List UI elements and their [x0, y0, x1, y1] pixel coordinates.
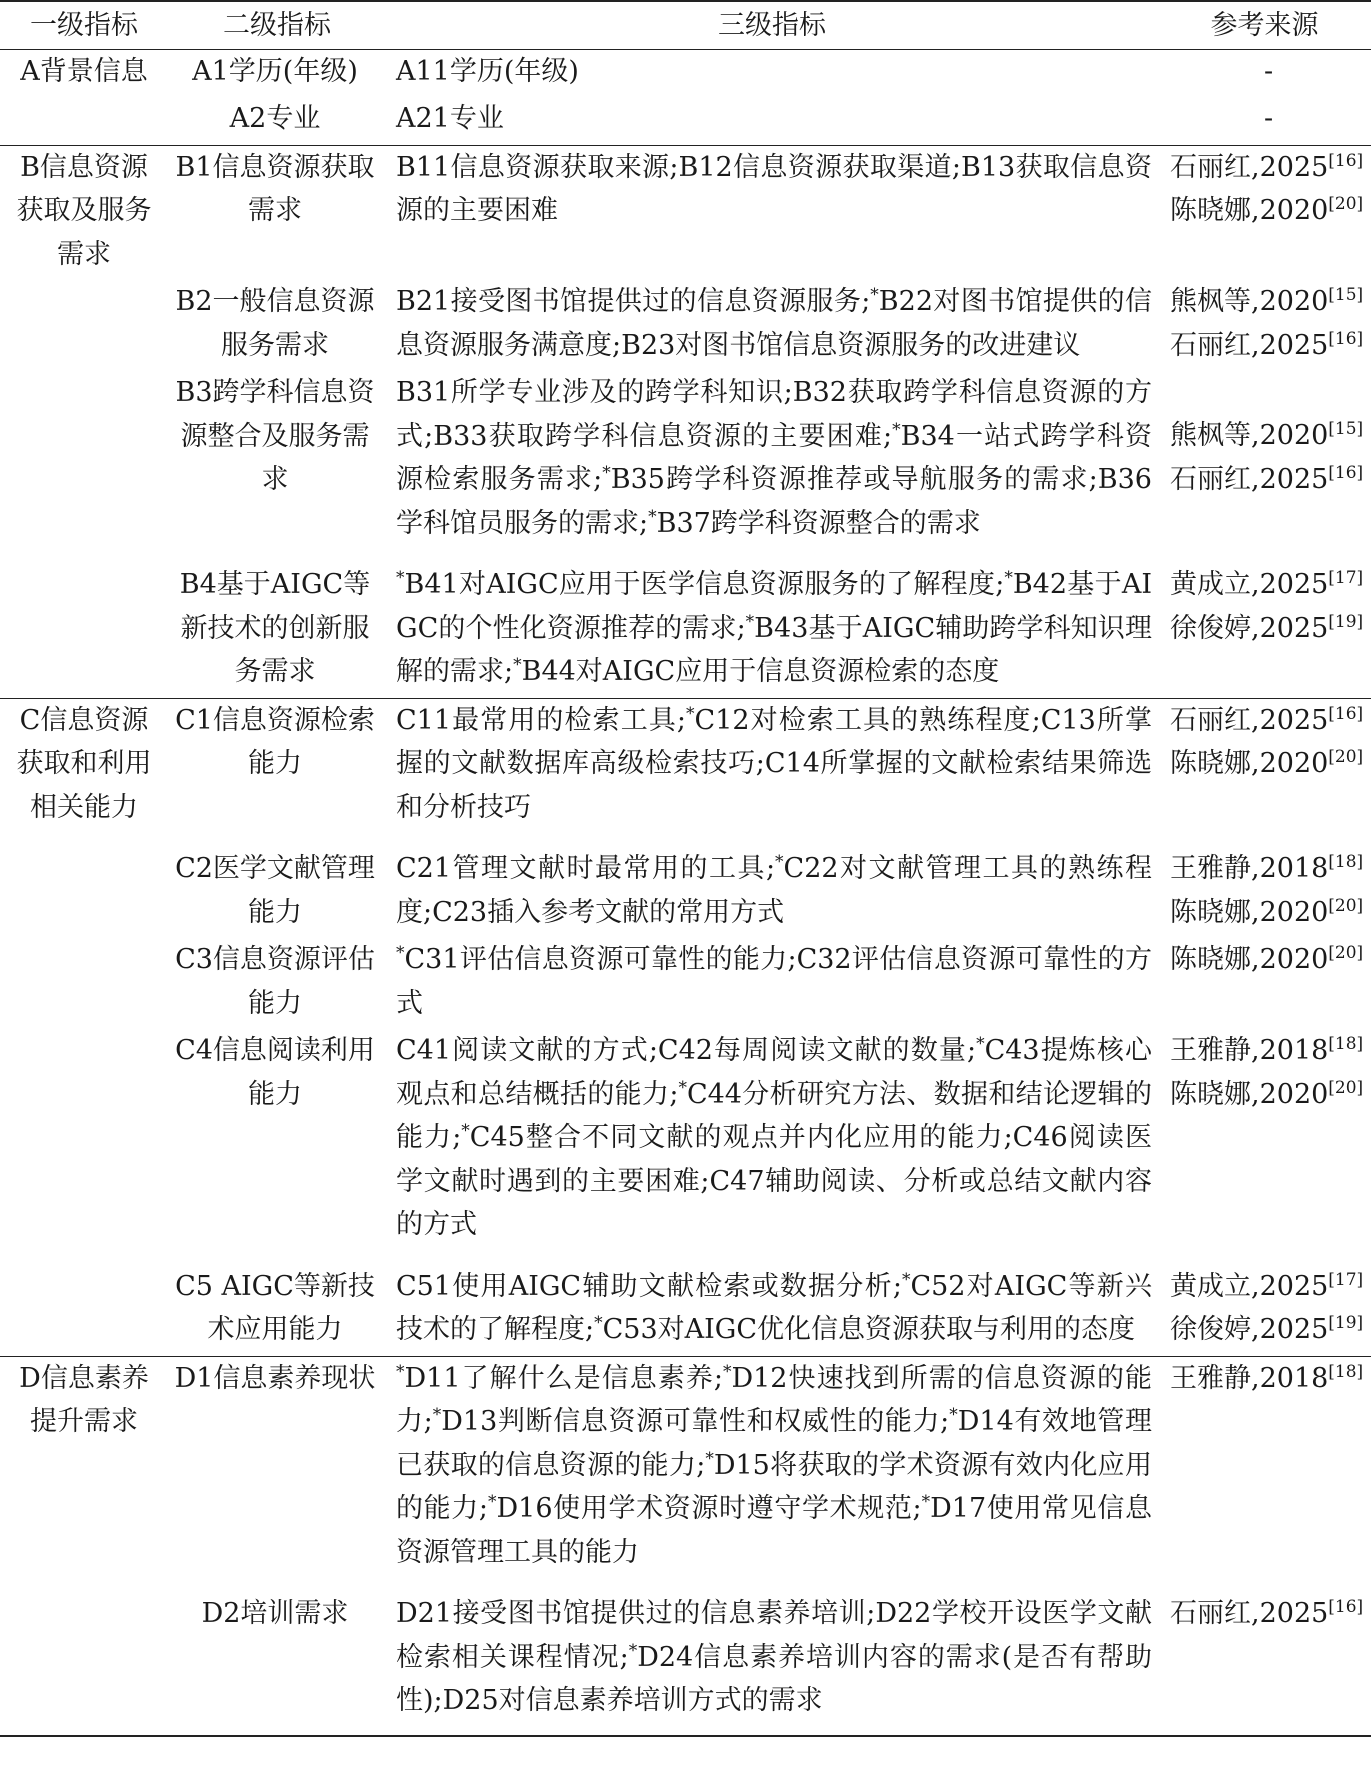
level1-cell: [0, 97, 168, 145]
source-citation: 石丽红,2025[16]: [1170, 328, 1364, 361]
source-citation: 陈晓娜,2020[20]: [1170, 194, 1364, 226]
level3-cell: *C31评估信息资源可靠性的能力;C32评估信息资源可靠性的方式: [396, 943, 1152, 1019]
level1-cell: [0, 280, 168, 371]
table-row: [0, 280, 1371, 371]
asterisk-mark: *: [686, 703, 695, 724]
table-row: [0, 145, 1371, 280]
table-row: [0, 1578, 1371, 1736]
citation-number: [20]: [1328, 747, 1364, 767]
source-citation: 石丽红,2025[16]: [1170, 150, 1364, 183]
level1-cell: [0, 549, 168, 698]
header-level1: 一级指标: [0, 1, 168, 49]
level2-cell: C3信息资源评估能力: [175, 944, 375, 1019]
table-row: [0, 1356, 1371, 1578]
level2-cell: A2专业: [229, 103, 321, 134]
asterisk-mark: *: [648, 506, 657, 527]
citation-number: [17]: [1328, 568, 1364, 588]
asterisk-mark: *: [949, 1405, 958, 1425]
level2-cell: B4基于AIGC等新技术的创新服务需求: [179, 569, 371, 687]
citation-number: [18]: [1328, 1034, 1364, 1054]
level2-cell: A1学历(年级): [192, 55, 358, 87]
source-citation: -: [1263, 55, 1274, 87]
table-row: [0, 371, 1371, 549]
level2-cell: C1信息资源检索能力: [168, 698, 386, 833]
source-citation: 王雅静,2018[18]: [1170, 852, 1364, 884]
source-cell: [1158, 698, 1371, 833]
citation-number: [16]: [1328, 1597, 1364, 1617]
asterisk-mark: *: [602, 463, 611, 483]
source-citation: 徐俊婷,2025[19]: [1170, 611, 1364, 644]
citation-number: [20]: [1328, 943, 1364, 963]
level1-cell: [0, 1029, 168, 1251]
level3-cell: C21管理文献时最常用的工具;*C22对文献管理工具的熟练程度;C23插入参考文献的常用方式: [396, 852, 1152, 928]
citation-number: [20]: [1328, 895, 1364, 916]
asterisk-mark: *: [775, 852, 784, 872]
citation-number: [18]: [1328, 852, 1364, 872]
level3-cell: C41阅读文献的方式;C42每周阅读文献的数量;*C43提炼核心观点和总结概括的能力;*C44分析研究方法、数据和结论逻辑的能力;*C45整合不同文献的观点并内化应用的能力;C46阅读医学文献时遇到的主要困难;C47辅助阅读、分析或总结文献内容的方式: [396, 1034, 1153, 1240]
asterisk-mark: *: [432, 1405, 442, 1425]
level1-cell: [0, 938, 168, 1029]
source-citation: 石丽红,2025[16]: [1170, 703, 1364, 736]
source-citation: 陈晓娜,2020[20]: [1170, 747, 1364, 779]
header-level3: 三级指标: [386, 1, 1158, 49]
level3-cell: *B41对AIGC应用于医学信息资源服务的了解程度;*B42基于AIGC的个性化资源推荐的需求;*B43基于AIGC辅助跨学科知识理解的需求;*B44对AIGC应用于信息资源检索的态度: [396, 568, 1152, 687]
level2-cell: C2医学文献管理能力: [175, 853, 375, 928]
citation-number: [20]: [1328, 194, 1364, 214]
citation-number: [16]: [1328, 328, 1364, 349]
source-cell: [1158, 938, 1371, 1029]
source-citation: 王雅静,2018[18]: [1170, 1361, 1364, 1394]
level1-cell: C信息资源获取和利用相关能力: [0, 698, 168, 833]
source-cell: [1158, 1029, 1371, 1251]
header-level2: 二级指标: [168, 1, 386, 49]
source-cell: [1158, 280, 1371, 371]
level2-cell: D2培训需求: [168, 1578, 386, 1736]
asterisk-mark: *: [488, 1492, 497, 1512]
citation-number: [17]: [1328, 1269, 1364, 1290]
asterisk-mark: *: [678, 1077, 687, 1098]
source-citation: 熊枫等,2020[15]: [1170, 419, 1364, 451]
source-cell: [1158, 145, 1371, 280]
level3-cell: B21接受图书馆提供过的信息资源服务;*B22对图书馆提供的信息资源服务满意度;B23对图书馆信息资源服务的改进建议: [396, 285, 1152, 361]
header-row: [0, 1, 1371, 49]
source-citation: 陈晓娜,2020[20]: [1170, 895, 1364, 928]
source-cell: [1158, 549, 1371, 698]
asterisk-mark: *: [1004, 568, 1013, 588]
level3-cell: A11学历(年级): [396, 55, 579, 87]
level2-cell: C5 AIGC等新技术应用能力: [175, 1270, 375, 1345]
level3-cell: A21专业: [396, 103, 504, 134]
table-row: [0, 698, 1371, 833]
source-cell: [1158, 833, 1371, 938]
level1-cell: D信息素养提升需求: [0, 1356, 168, 1578]
level3-cell: B11信息资源获取来源;B12信息资源获取渠道;B13获取信息资源的主要困难: [386, 145, 1158, 280]
source-cell: [1158, 1251, 1371, 1357]
source-citation: 黄成立,2025[17]: [1170, 568, 1364, 600]
table-row: [0, 938, 1371, 1029]
asterisk-mark: *: [513, 655, 522, 675]
source-cell: [1158, 1578, 1371, 1736]
citation-number: [15]: [1328, 285, 1364, 305]
citation-number: [16]: [1328, 462, 1364, 483]
asterisk-mark: *: [396, 943, 405, 963]
source-citation: 黄成立,2025[17]: [1170, 1269, 1364, 1302]
source-citation: 石丽红,2025[16]: [1170, 1597, 1364, 1629]
source-citation: -: [1263, 103, 1274, 134]
table-row: [0, 1251, 1371, 1357]
source-citation: 陈晓娜,2020[20]: [1170, 943, 1364, 975]
level1-cell: A背景信息: [20, 55, 148, 87]
asterisk-mark: *: [396, 568, 405, 588]
table-row: [0, 833, 1371, 938]
source-cell: [1158, 97, 1371, 145]
citation-number: [19]: [1328, 611, 1364, 632]
source-citation: 石丽红,2025[16]: [1170, 462, 1364, 495]
asterisk-mark: *: [594, 1313, 603, 1333]
level1-cell: [0, 371, 168, 549]
source-cell: [1158, 49, 1371, 97]
level3-cell: C11最常用的检索工具;*C12对检索工具的熟练程度;C13所掌握的文献数据库高级检索技巧;C14所掌握的文献检索结果筛选和分析技巧: [386, 698, 1158, 833]
level2-cell: C4信息阅读利用能力: [175, 1035, 375, 1110]
citation-number: [15]: [1328, 419, 1364, 439]
asterisk-mark: *: [976, 1034, 985, 1054]
level1-cell: [0, 833, 168, 938]
source-cell: [1158, 371, 1371, 549]
source-citation: 陈晓娜,2020[20]: [1170, 1077, 1364, 1110]
table-row: [0, 97, 1371, 145]
level3-cell: *D11了解什么是信息素养;*D12快速找到所需的信息资源的能力;*D13判断信息资源可靠性和权威性的能力;*D14有效地管理已获取的信息资源的能力;*D15将获取的学术资源有效内化应用的能力;*D16使用学术资源时遵守学术规范;*D17使用常见信息资源管理工具的能力: [386, 1356, 1158, 1578]
asterisk-mark: *: [722, 1361, 732, 1382]
asterisk-mark: *: [396, 1361, 405, 1382]
source-citation: 熊枫等,2020[15]: [1170, 285, 1364, 317]
asterisk-mark: *: [892, 419, 901, 440]
level2-cell: D1信息素养现状: [168, 1356, 386, 1578]
citation-number: [16]: [1328, 150, 1364, 171]
level3-cell: B31所学专业涉及的跨学科知识;B32获取跨学科信息资源的方式;B33获取跨学科信息资源的主要困难;*B34一站式跨学科资源检索服务需求;*B35跨学科资源推荐或导航服务的需求;B36学科馆员服务的需求;*B37跨学科资源整合的需求: [396, 377, 1152, 539]
level1-cell: [0, 1251, 168, 1357]
level2-cell: B3跨学科信息资源整合及服务需求: [175, 377, 375, 495]
header-source: 参考来源: [1158, 1, 1371, 49]
asterisk-mark: *: [921, 1492, 931, 1512]
table-row: [0, 1029, 1371, 1251]
citation-number: [16]: [1328, 703, 1364, 724]
citation-number: [18]: [1328, 1361, 1364, 1382]
asterisk-mark: *: [870, 285, 879, 305]
table-row: [0, 49, 1371, 97]
source-cell: [1158, 1356, 1371, 1578]
asterisk-mark: *: [901, 1269, 911, 1290]
source-citation: 徐俊婷,2025[19]: [1170, 1313, 1364, 1345]
source-citation: 王雅静,2018[18]: [1170, 1034, 1364, 1066]
asterisk-mark: *: [628, 1640, 638, 1661]
level1-cell: [0, 1578, 168, 1736]
citation-number: [20]: [1328, 1077, 1364, 1098]
level3-cell: C51使用AIGC辅助文献检索或数据分析;*C52对AIGC等新兴技术的了解程度;*C53对AIGC优化信息资源获取与利用的态度: [396, 1269, 1152, 1345]
asterisk-mark: *: [745, 611, 755, 632]
level3-cell: D21接受图书馆提供过的信息素养培训;D22学校开设医学文献检索相关课程情况;*D24信息素养培训内容的需求(是否有帮助性);D25对信息素养培训方式的需求: [386, 1578, 1158, 1736]
level1-cell: B信息资源获取及服务需求: [0, 145, 168, 280]
table-row: [0, 549, 1371, 698]
citation-number: [19]: [1328, 1313, 1364, 1333]
asterisk-mark: *: [705, 1448, 714, 1469]
level2-cell: B2一般信息资源服务需求: [175, 286, 375, 361]
level2-cell: B1信息资源获取需求: [168, 145, 386, 280]
asterisk-mark: *: [461, 1121, 470, 1141]
